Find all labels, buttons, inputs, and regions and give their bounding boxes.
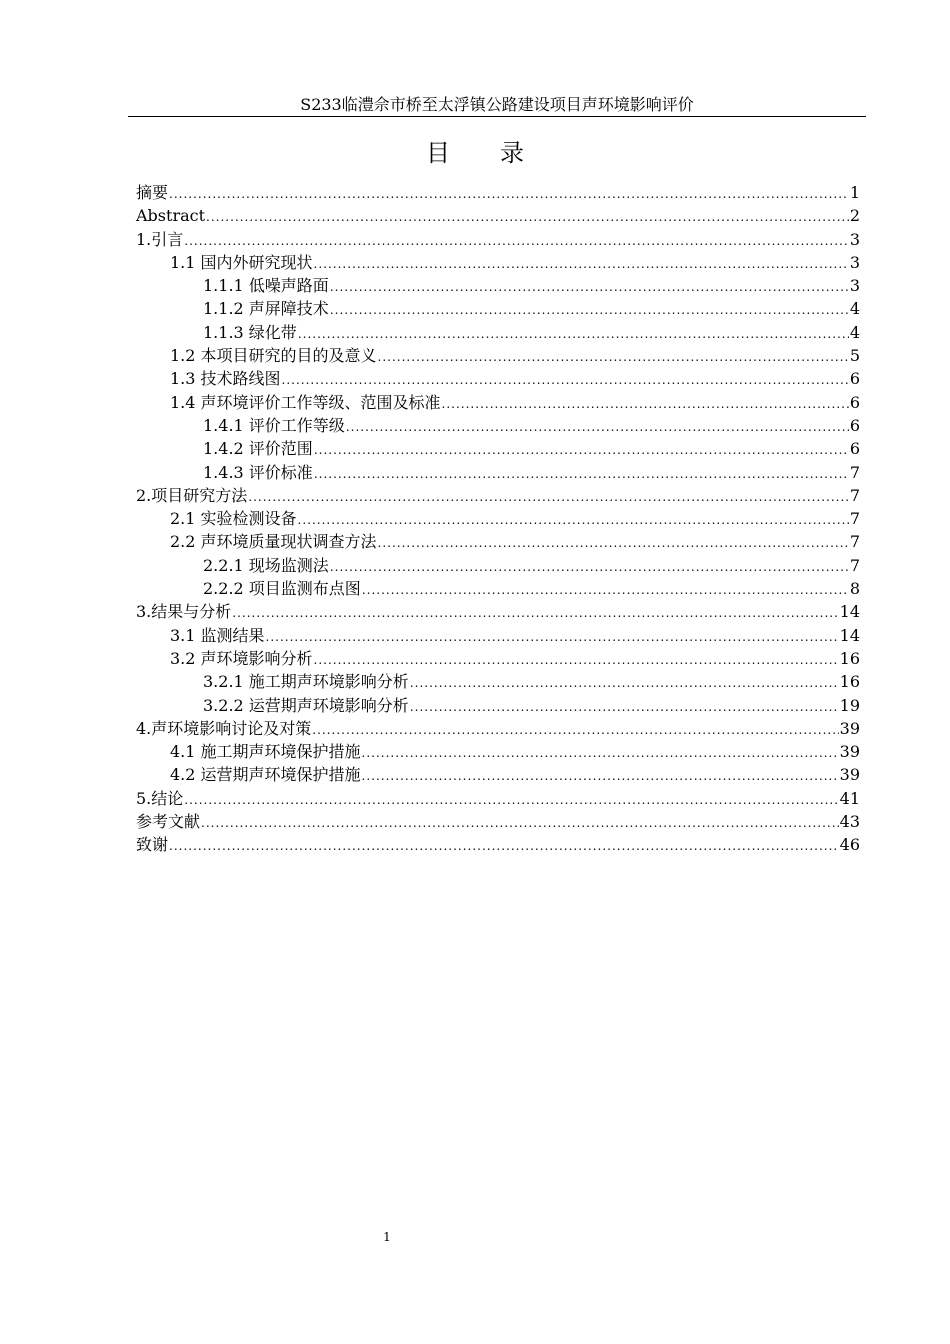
toc-entry[interactable] <box>136 414 860 437</box>
toc-entry-page: 2 <box>849 206 860 226</box>
toc-entry-label: 3.2.2 运营期声环境影响分析 <box>203 695 409 715</box>
toc-entry-label: 摘要 <box>136 183 169 202</box>
toc-entry-page: 39 <box>839 742 860 762</box>
toc-entry-page: 8 <box>849 579 860 599</box>
toc-entry-page: 6 <box>849 415 860 435</box>
toc-dot-leader <box>378 346 849 369</box>
toc-dot-leader <box>169 835 839 858</box>
header-rule <box>128 116 866 117</box>
toc-entry-page: 7 <box>849 555 860 575</box>
toc-entry[interactable] <box>136 717 860 740</box>
toc-entry-label: 3.2.1 施工期声环境影响分析 <box>203 672 409 692</box>
toc-entry-page: 7 <box>849 485 860 505</box>
toc-dot-leader <box>298 509 849 532</box>
toc-dot-leader <box>362 579 849 602</box>
toc-entry-page: 3 <box>849 229 860 249</box>
toc-entry[interactable] <box>136 670 860 693</box>
toc-entry-page: 7 <box>849 532 860 552</box>
toc-dot-leader <box>201 812 839 835</box>
toc-entry-label: 2.1 实验检测设备 <box>170 509 297 529</box>
toc-entry-page: 14 <box>839 602 860 622</box>
toc-entry-page: 4 <box>849 322 860 342</box>
toc-dot-leader <box>378 532 849 555</box>
toc-entry-page: 6 <box>849 369 860 389</box>
toc-entry[interactable] <box>136 437 860 460</box>
toc-entry-label: 1.引言 <box>136 229 184 249</box>
toc-entry[interactable] <box>136 507 860 530</box>
toc-entry[interactable] <box>136 577 860 600</box>
toc-title <box>0 138 950 168</box>
toc-entry-label: 2.项目研究方法 <box>136 485 248 505</box>
toc-dot-leader <box>266 626 839 649</box>
toc-dot-leader <box>314 439 849 462</box>
toc-entry-page: 1 <box>849 183 860 202</box>
toc-dot-leader <box>248 486 849 509</box>
toc-entry-label: 1.1.3 绿化带 <box>203 322 297 342</box>
toc-entry[interactable] <box>136 484 860 507</box>
toc-entry-label: 1.1 国内外研究现状 <box>170 252 313 272</box>
toc-dot-leader <box>184 789 838 812</box>
toc-entry[interactable] <box>136 251 860 274</box>
toc-dot-leader <box>330 556 849 579</box>
toc-dot-leader <box>184 230 849 253</box>
toc-entry[interactable] <box>136 367 860 390</box>
toc-entry-page: 6 <box>849 392 860 412</box>
toc-dot-leader <box>169 183 849 206</box>
toc-entry-page: 16 <box>839 672 860 692</box>
toc-dot-leader <box>330 299 849 322</box>
toc-entry[interactable] <box>136 763 860 786</box>
toc-dot-leader <box>362 765 839 788</box>
toc-entry[interactable] <box>136 554 860 577</box>
toc-entry-label: 1.3 技术路线图 <box>170 369 281 389</box>
toc-dot-leader <box>298 323 849 346</box>
toc-dot-leader <box>282 369 849 392</box>
toc-entry-page: 7 <box>849 462 860 482</box>
toc-entry[interactable] <box>136 274 860 297</box>
toc-dot-leader <box>442 393 849 416</box>
toc-entry-label: 3.1 监测结果 <box>170 625 265 645</box>
toc-entry[interactable] <box>136 624 860 647</box>
toc-entry-page: 19 <box>839 695 860 715</box>
toc-entry-page: 46 <box>839 835 860 855</box>
toc-entry-label: 2.2.2 项目监测布点图 <box>203 579 361 599</box>
toc-entry[interactable] <box>136 461 860 484</box>
toc-entry-label: 1.4.3 评价标准 <box>203 462 313 482</box>
toc-entry[interactable] <box>136 228 860 251</box>
toc-entry-label: 4.1 施工期声环境保护措施 <box>170 742 361 762</box>
toc-entry-label: 5.结论 <box>136 788 184 808</box>
toc-entry-label: 致谢 <box>136 835 169 855</box>
toc-entry-label: 3.结果与分析 <box>136 602 232 622</box>
toc-dot-leader <box>410 696 839 719</box>
toc-entry-page: 3 <box>849 252 860 272</box>
toc-entry-page: 5 <box>849 346 860 366</box>
toc-entry-label: 参考文献 <box>136 812 201 832</box>
toc-entry-page: 39 <box>839 718 860 738</box>
toc-entry[interactable] <box>136 321 860 344</box>
running-header: S233临澧佘市桥至太浮镇公路建设项目声环境影响评价 <box>300 95 694 114</box>
toc-entry-label: 4.声环境影响讨论及对策 <box>136 718 312 738</box>
toc-entry[interactable] <box>136 181 860 204</box>
toc-dot-leader <box>410 672 839 695</box>
toc-entry[interactable] <box>136 787 860 810</box>
toc-title-char-2: 录 <box>500 139 524 167</box>
toc-entry-page: 16 <box>839 648 860 668</box>
toc-entry-label: Abstract <box>136 206 206 226</box>
toc-entry-page: 7 <box>849 509 860 529</box>
toc-entry-page: 43 <box>839 812 860 832</box>
toc-entry[interactable] <box>136 740 860 763</box>
toc-dot-leader <box>312 719 838 742</box>
toc-dot-leader <box>314 649 839 672</box>
toc-dot-leader <box>362 742 839 765</box>
toc-dot-leader <box>314 253 849 276</box>
toc-entry-label: 2.2.1 现场监测法 <box>203 555 329 575</box>
toc-entry-page: 39 <box>839 765 860 785</box>
toc-dot-leader <box>330 276 849 299</box>
toc-dot-leader <box>346 416 849 439</box>
toc-entry-page: 4 <box>849 299 860 319</box>
toc-entry[interactable] <box>136 647 860 670</box>
table-of-contents <box>136 181 860 857</box>
toc-dot-leader <box>206 206 849 229</box>
toc-entry-page: 14 <box>839 625 860 645</box>
toc-entry-label: 2.2 声环境质量现状调查方法 <box>170 532 377 552</box>
toc-entry[interactable] <box>136 810 860 833</box>
toc-dot-leader <box>314 463 849 486</box>
toc-entry-label: 1.4.2 评价范围 <box>203 439 313 459</box>
toc-entry[interactable] <box>136 600 860 623</box>
toc-entry[interactable] <box>136 297 860 320</box>
toc-entry-label: 1.2 本项目研究的目的及意义 <box>170 346 377 366</box>
toc-entry[interactable] <box>136 344 860 367</box>
toc-entry[interactable] <box>136 833 860 856</box>
toc-entry[interactable] <box>136 391 860 414</box>
toc-entry-page: 3 <box>849 276 860 296</box>
toc-entry[interactable] <box>136 694 860 717</box>
toc-entry-label: 1.1.2 声屏障技术 <box>203 299 329 319</box>
toc-entry-label: 1.4 声环境评价工作等级、范围及标准 <box>170 392 441 412</box>
toc-entry-label: 4.2 运营期声环境保护措施 <box>170 765 361 785</box>
toc-entry-page: 41 <box>839 788 860 808</box>
page-number: 1 <box>383 1230 391 1244</box>
toc-entry-label: 3.2 声环境影响分析 <box>170 648 313 668</box>
toc-entry-page: 6 <box>849 439 860 459</box>
toc-title-char-1: 目 <box>426 139 450 167</box>
toc-entry-label: 1.1.1 低噪声路面 <box>203 276 329 296</box>
toc-entry[interactable] <box>136 530 860 553</box>
toc-entry-label: 1.4.1 评价工作等级 <box>203 415 345 435</box>
toc-entry[interactable] <box>136 204 860 227</box>
toc-dot-leader <box>232 602 838 625</box>
